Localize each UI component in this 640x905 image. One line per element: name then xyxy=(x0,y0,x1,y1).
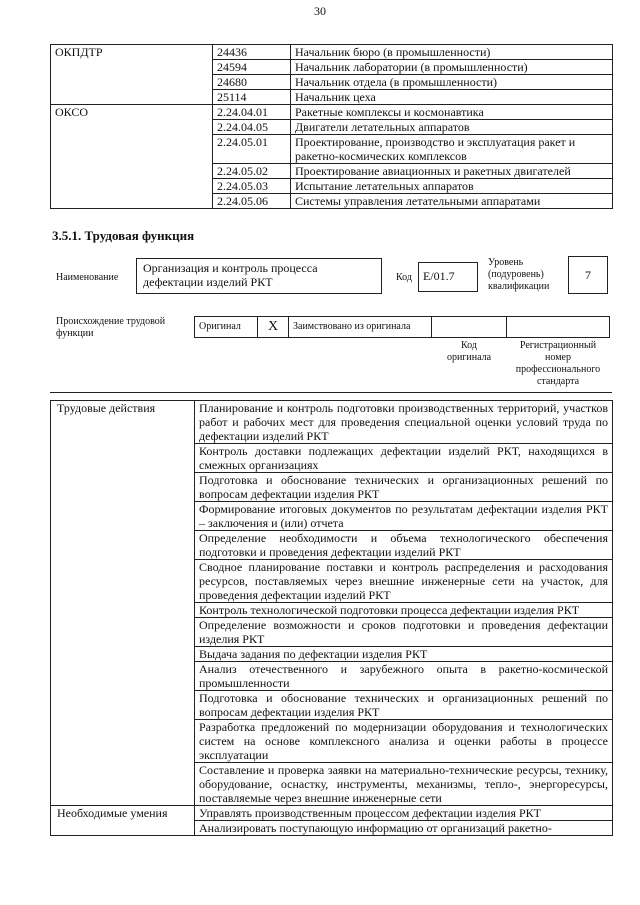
classifier-group: ОКПДТР xyxy=(51,45,213,105)
classifier-name: Испытание летательных аппаратов xyxy=(291,179,613,194)
classifier-code: 24436 xyxy=(213,45,291,60)
labor-action-item: Сводное планирование поставки и контроль распределения и расходования ресурсов, поставляемых через внешние инженерные сети на участок, для проведения дефектации изделий РКТ xyxy=(195,560,613,603)
classifier-code: 2.24.05.01 xyxy=(213,135,291,164)
skill-label: Необходимые умения xyxy=(51,806,195,836)
page-number: 30 xyxy=(314,4,326,18)
function-name-field: Организация и контроль процесса дефектации изделий РКТ xyxy=(136,258,382,294)
origin-reg-cell xyxy=(507,317,610,338)
origin-borrowed: Заимствовано из оригинала xyxy=(289,317,432,338)
origin-reg-caption: Регистрационный номер профессионального стандарта xyxy=(515,340,601,387)
labor-action-item: Подготовка и обоснование технических и организационных решений по вопросам дефектации изделия РКТ xyxy=(195,691,613,720)
classifier-name: Начальник отдела (в промышленности) xyxy=(291,75,613,90)
name-label: Наименование xyxy=(56,272,119,283)
classifier-group: ОКСО xyxy=(51,105,213,209)
labor-action-item: Контроль технологической подготовки процесса дефектации изделия РКТ xyxy=(195,603,613,618)
classifier-code: 25114 xyxy=(213,90,291,105)
section-heading: 3.5.1. Трудовая функция xyxy=(52,228,195,243)
classifier-name: Ракетные комплексы и космонавтика xyxy=(291,105,613,120)
classifier-code: 2.24.05.03 xyxy=(213,179,291,194)
classifier-code: 24680 xyxy=(213,75,291,90)
classifier-code: 2.24.04.05 xyxy=(213,120,291,135)
origin-label: Происхождение трудовой функции xyxy=(56,316,166,339)
classifier-table xyxy=(50,44,613,209)
labor-action-item: Подготовка и обоснование технических и организационных решений по вопросам дефектации изделия РКТ xyxy=(195,473,613,502)
divider xyxy=(50,392,612,393)
origin-code-caption: Код оригинала xyxy=(446,340,492,363)
classifier-row xyxy=(51,105,613,120)
labor-action-item: Составление и проверка заявки на материально-технические ресурсы, технику, оборудование, оснастку, инструменты, механизмы, тепло-, энергоресурсы, поставляемые через внешние инженерные сети xyxy=(195,763,613,806)
labor-function-table xyxy=(50,400,613,836)
classifier-row xyxy=(51,45,613,60)
classifier-name: Начальник цеха xyxy=(291,90,613,105)
origin-table xyxy=(194,316,610,338)
skill-row xyxy=(51,806,613,821)
labor-action-item: Определение необходимости и объема технологического обеспечения подготовки и проведения дефектации изделий РКТ xyxy=(195,531,613,560)
skill-item: Анализировать поступающую информацию от организаций ракетно- xyxy=(195,821,613,836)
labor-action-label: Трудовые действия xyxy=(51,401,195,806)
classifier-code: 2.24.05.02 xyxy=(213,164,291,179)
labor-action-item: Контроль доставки подлежащих дефектации изделий РКТ, находящихся в смежных организациях xyxy=(195,444,613,473)
origin-code-cell xyxy=(432,317,507,338)
origin-mark: X xyxy=(258,317,289,338)
labor-action-item: Формирование итоговых документов по результатам дефектации изделия РКТ – заключения и (или) отчета xyxy=(195,502,613,531)
classifier-name: Системы управления летательными аппаратами xyxy=(291,194,613,209)
classifier-name: Проектирование авиационных и ракетных двигателей xyxy=(291,164,613,179)
classifier-code: 24594 xyxy=(213,60,291,75)
function-code-field: E/01.7 xyxy=(418,262,478,292)
level-field: 7 xyxy=(568,256,608,294)
classifier-name: Двигатели летательных аппаратов xyxy=(291,120,613,135)
classifier-name: Проектирование, производство и эксплуатация ракет и ракетно-космических комплексов xyxy=(291,135,613,164)
level-label: Уровень (подуровень) квалификации xyxy=(488,257,550,292)
classifier-name: Начальник лаборатории (в промышленности) xyxy=(291,60,613,75)
labor-action-row xyxy=(51,401,613,444)
origin-original: Оригинал xyxy=(195,317,258,338)
classifier-code: 2.24.04.01 xyxy=(213,105,291,120)
labor-action-item: Анализ отечественного и зарубежного опыта в ракетно-космической промышленности xyxy=(195,662,613,691)
code-label: Код xyxy=(396,272,412,283)
labor-action-item: Планирование и контроль подготовки производственных территорий, участков работ и рабочих мест для проведения специальной оценки условий труда по дефектации изделий РКТ xyxy=(195,401,613,444)
labor-action-item: Выдача задания по дефектации изделия РКТ xyxy=(195,647,613,662)
classifier-name: Начальник бюро (в промышленности) xyxy=(291,45,613,60)
labor-action-item: Определение возможности и сроков подготовки и проведения дефектации изделия РКТ xyxy=(195,618,613,647)
skill-item: Управлять производственным процессом дефектации изделия РКТ xyxy=(195,806,613,821)
labor-action-item: Разработка предложений по модернизации оборудования и технологических систем на основе комплексного анализа и оценки работы в процессе эксплуатации xyxy=(195,720,613,763)
classifier-code: 2.24.05.06 xyxy=(213,194,291,209)
